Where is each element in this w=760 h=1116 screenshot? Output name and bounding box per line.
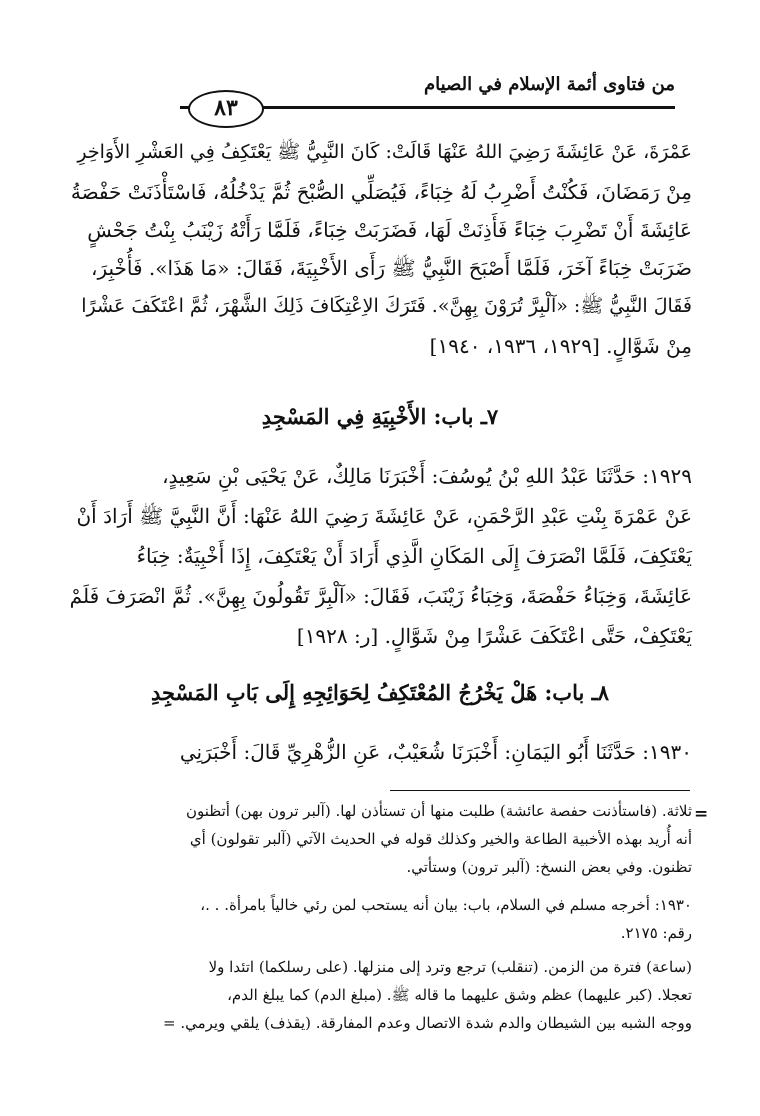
footnote-continuation-mark: =: [694, 804, 709, 824]
body-line: مِنْ شَوَّالٍ. [١٩٢٩، ١٩٣٦، ١٩٤٠]: [429, 334, 692, 358]
footnote-line: ثلاثة. (فاستأذنت حفصة عائشة) طلبت منها أن تستأذن لها. (آلبر ترون بهن) أتظنون: [185, 802, 692, 820]
hadith-1929-line: عَائِشَةَ، وَخِبَاءُ حَفْصَةَ، وَخِبَاءُ زَيْنَبَ، فَقَالَ: «آلْبِرَّ تَقُولُونَ بِهِنَّ». ثُمَّ انْصَرَفَ فَلَمْ: [69, 584, 692, 608]
hadith-1930-line: ١٩٣٠: حَدَّثَنَا أَبُو اليَمَانِ: أَخْبَرَنَا شُعَيْبٌ، عَنِ الزُّهْرِيِّ قَالَ: أَخْبَرَنِي: [179, 740, 692, 764]
footnote-line: تعجلا. (كبر عليهما) عظم وشق عليهما ما قاله ﷺ. (مبلغ الدم) كما يبلغ الدم،: [227, 986, 692, 1004]
body-line: مِنْ رَمَضَانَ، فَكُنْتُ أَضْرِبُ لَهُ خِبَاءً، فَيُصَلِّي الصُّبْحَ ثُمَّ يَدْخُلُهُ، فَاسْتَأْذَنَتْ حَفْصَةُ: [70, 180, 692, 204]
footnote-line: رقم: ٢١٧٥.: [620, 924, 692, 942]
hadith-1929-line: عَنْ عَمْرَةَ بِنْتِ عَبْدِ الرَّحْمَنِ، عَنْ عَائِشَةَ رَضِيَ اللهُ عَنْهَا: أَنَّ النَّبِيَّ ﷺ أَرَادَ أَنْ: [76, 504, 692, 528]
footnote-line: ١٩٣٠: أخرجه مسلم في السلام، باب: بيان أنه يستحب لمن رئي خالياً بامرأة. . .،: [200, 896, 692, 914]
footnote-line: تظنون. وفي بعض النسخ: (آلبر ترون) وستأتي.: [406, 858, 692, 876]
hadith-1929-line: ١٩٢٩: حَدَّثَنَا عَبْدُ اللهِ بْنُ يُوسُفَ: أَخْبَرَنَا مَالِكٌ، عَنْ يَحْيَى بْنِ سَعِيدٍ،: [162, 464, 692, 488]
footnote-separator: [390, 790, 690, 791]
page-number: ٨٣: [188, 90, 264, 128]
body-line: عَمْرَةَ، عَنْ عَائِشَةَ رَضِيَ اللهُ عَنْهَا قَالَتْ: كَانَ النَّبِيُّ ﷺ يَعْتَكِفُ فِي العَشْرِ الأَوَاخِرِ: [77, 141, 692, 163]
book-title: من فتاوى أئمة الإسلام في الصيام: [423, 74, 675, 95]
chapter-heading-8: ٨ـ باب: هَلْ يَخْرُجُ المُعْتَكِفُ لِحَوَائِجِهِ إِلَى بَابِ المَسْجِدِ: [150, 680, 610, 705]
footnote-line: (ساعة) فترة من الزمن. (تنقلب) ترجع وترد إلى منزلها. (على رسلكما) اتئدا ولا: [208, 958, 692, 976]
hadith-1929-line: يَعْتَكِفْ، حَتَّى اعْتَكَفَ عَشْرًا مِنْ شَوَّالٍ. [ر: ١٩٢٨]: [296, 624, 692, 648]
body-line: ضَرَبَتْ خِبَاءً آخَرَ، فَلَمَّا أَصْبَحَ النَّبِيُّ ﷺ رَأَى الأَخْبِيَةَ، فَقَالَ: «مَا هَذَا». فَأُخْبِرَ،: [91, 256, 692, 280]
hadith-1929-line: يَعْتَكِفَ، فَلَمَّا انْصَرَفَ إِلَى المَكَانِ الَّذِي أَرَادَ أَنْ يَعْتَكِفَ، إِذَا أَخْبِيَةٌ: خِبَاءُ: [136, 544, 692, 568]
chapter-heading-7: ٧ـ باب: الأَخْبِيَةِ فِي المَسْجِدِ: [261, 404, 499, 429]
footnote-line: ووجه الشبه بين الشيطان والدم شدة الاتصال وعدم المفارقة. (يقذف) يلقي ويرمي. =: [162, 1014, 692, 1032]
page-header: [180, 72, 675, 122]
body-line: عَائِشَةَ أَنْ تَضْرِبَ خِبَاءً فَأَذِنَتْ لَهَا، فَضَرَبَتْ خِبَاءً، فَلَمَّا رَأَتْهُ زَيْنَبُ بِنْتُ جَحْشٍ: [87, 218, 692, 242]
footnote-line: أنه أُريد بهذه الأخبية الطاعة والخير وكذلك قوله في الحديث الآتي (آلبر تقولون) أي: [189, 830, 692, 848]
body-line: فَقَالَ النَّبِيُّ ﷺ: «آلْبِرَّ تُرَوْنَ بِهِنَّ». فَتَرَكَ الاِعْتِكَافَ ذَلِكَ الشَّهْرَ، ثُمَّ اعْتَكَفَ عَشْرًا: [81, 295, 692, 317]
